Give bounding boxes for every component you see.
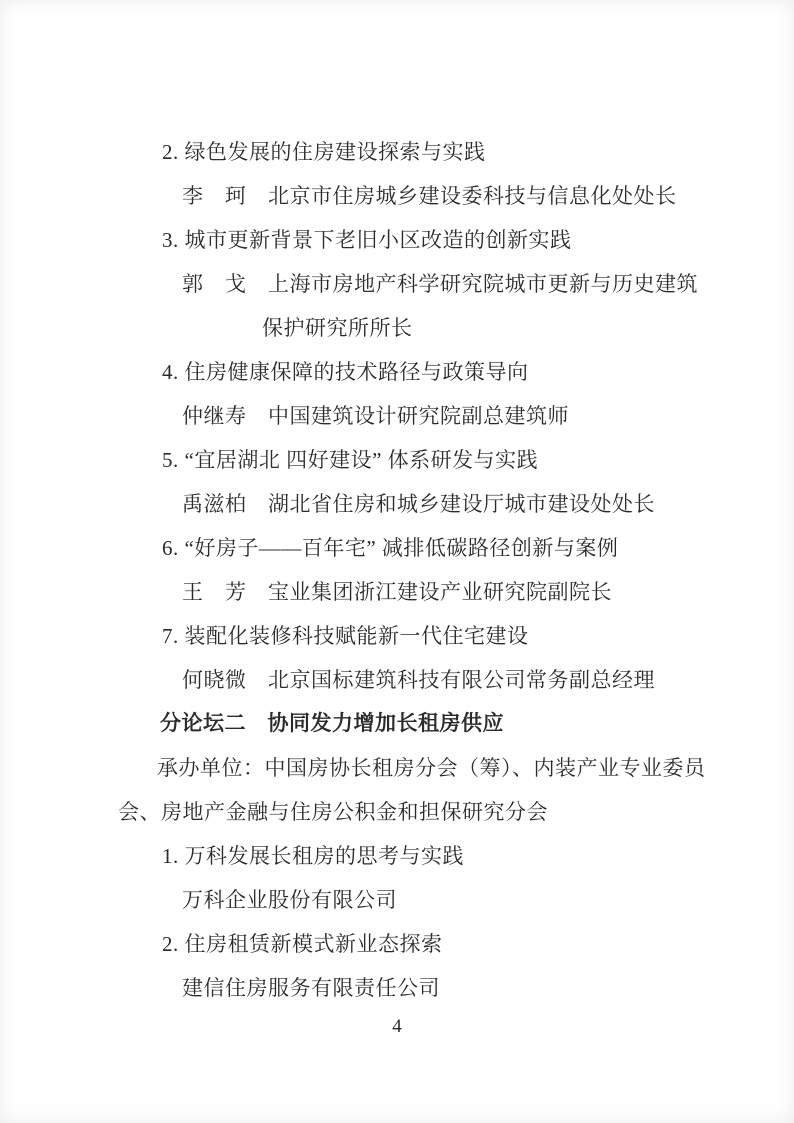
forum2-organizer-line1: 承办单位：中国房协长租房分会（筹）、内装产业专业委员 (157, 756, 706, 780)
forum1-item7-speaker: 何晓微 北京国标建筑科技有限公司常务副总经理 (182, 668, 655, 692)
forum2-item2-organization: 建信住房服务有限责任公司 (182, 976, 440, 1000)
forum1-item2-speaker: 李 珂 北京市住房城乡建设委科技与信息化处处长 (182, 184, 677, 208)
forum1-item4-speaker: 仲继寿 中国建筑设计研究院副总建筑师 (182, 404, 569, 428)
page-number: 4 (392, 1016, 402, 1037)
forum1-item3-title: 3. 城市更新背景下老旧小区改造的创新实践 (162, 228, 572, 252)
forum1-item5-title: 5. “宜居湖北 四好建设” 体系研发与实践 (162, 448, 539, 472)
forum2-item2-title: 2. 住房租赁新模式新业态探索 (162, 932, 443, 956)
forum1-item7-title: 7. 装配化装修科技赋能新一代住宅建设 (162, 624, 529, 648)
forum1-item3-speaker-cont: 保护研究所所长 (262, 316, 413, 340)
forum2-item1-title: 1. 万科发展长租房的思考与实践 (162, 844, 464, 868)
forum1-item6-speaker: 王 芳 宝业集团浙江建设产业研究院副院长 (182, 580, 612, 604)
forum2-item1-organization: 万科企业股份有限公司 (182, 888, 397, 912)
agenda-text-block (118, 130, 738, 1010)
forum2-organizer-line2: 会、房地产金融与住房公积金和担保研究分会 (118, 800, 548, 824)
forum2-section-heading: 分论坛二 协同发力增加长租房供应 (160, 712, 504, 735)
forum1-item3-speaker: 郭 戈 上海市房地产科学研究院城市更新与历史建筑 (182, 272, 698, 296)
forum1-item2-title: 2. 绿色发展的住房建设探索与实践 (162, 140, 486, 164)
forum1-item4-title: 4. 住房健康保障的技术路径与政策导向 (162, 360, 529, 384)
forum1-item5-speaker: 禹滋柏 湖北省住房和城乡建设厅城市建设处处长 (182, 492, 655, 516)
forum1-item6-title: 6. “好房子——百年宅” 减排低碳路径创新与案例 (162, 536, 619, 560)
